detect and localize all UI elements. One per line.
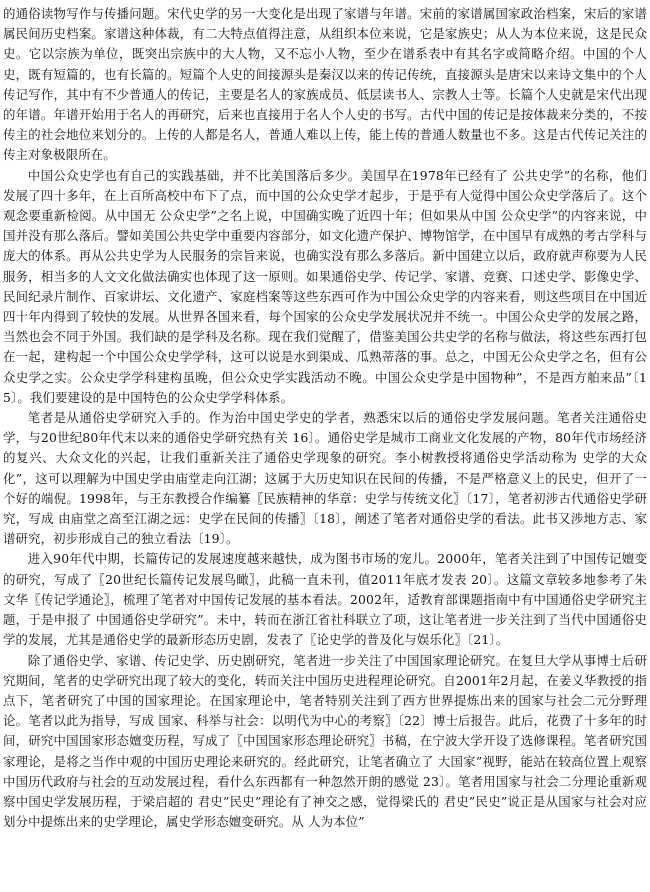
document-page [3,4,647,888]
paragraph-biography-research: 进入90年代中期，长篇传记的发展速度越来越快，成为图书市场的宠儿。2000年，笔者关注到了中国传记嬗变的研究，写成了〖20世纪长篇传记发展鸟瞰〗，此稿一直未刊，值2011年底才发表 20〕。这篇文章较多地参考了朱文华〖传记学通论〗，梳理了笔者对中国传记发展的基本看法。2002年，适教育部课题指南中有中国通俗史学研究主题，于是申报了 中国通俗史学研究”。未中，转而在浙江省社科联立了项，这让笔者进一步关注到了当代中国通俗史学的发展，尤其是通俗史学的最新形态历史剧，发表了〖论史学的普及化与娱乐化〗〔21〕。 [3,551,647,648]
paragraph-state-theory-research: 除了通俗史学、家谱、传记史学、历史剧研究，笔者进一步关注了中国国家理论研究。在复旦大学从事博士后研究期间，笔者的史学研究出现了较大的变化，转而关注中国历史进程理论研究。自2001年2月起，在姜义华教授的指点下，笔者研究了中国的国家理论。在国家理论中，笔者特别关注到了西方世界提炼出来的国家与社会二元分野理论。笔者以此为指导，写成 国家、科举与社会：以明代为中心的考察〗〔22〕博士后报告。此后，花费了十多年的时间，研究中国国家形态嬗变历程，写成了〖中国国家形态理论研究〗书稿，在宁波大学开设了选修课程。笔者研究国家理论，是将之当作中观的中国历史理论来研究的。经此研究，让笔者确立了 大国家”视野，能站在较高位置上观察中国历代政府与社会的互动发展过程，看什么东西都有一种忽然开朗的感觉 23〕。笔者用国家与社会二分理论重新观察中国史学发展历程，于梁启超的 君史”民史”理论有了神交之感，觉得梁氏的 君史”民史”说正是从国家与社会对应划分中提炼出来的史学理论，属史学形态嬗变研究。从 人为本位” [3,652,647,830]
paragraph-continued: 的通俗读物写作与传播问题。宋代史学的另一大变化是出现了家谱与年谱。宋前的家谱属国家政治档案，宋后的家谱属民间历史档案。家谱这种体裁，有二大特点值得注意，从组织本位来说，它是家族史；从人为本位来说，这是民众史。它以宗族为单位，既突出宗族中的大人物，又不忘小人物，至少在谱系表中有其名字或简略介绍。中国的个人史，既有短篇的，也有长篇的。短篇个人史的间接源头是秦汉以来的传记传统，直接源头是唐宋以来诗文集中的个人传记写作，其中有不少普通人的传记，主要是名人的家族成员、低层读书人、宗教人士等。长篇个人史就是宋代出现的年谱。年谱开始用于名人的再研究，后来也直接用于名人个人史的书写。古代中国的传记是按体裁来分类的，不按传主的社会地位来划分的。上传的人都是名人，普通人难以上传，能上传的普通人数量也不多。这是古代传记关注的传主对象极限所在。 [3,6,647,163]
paragraph-public-history-practice: 中国公众史学也有自己的实践基础，并不比美国落后多少。美国早在1978年已经有了 公共史学”的名称，他们发展了四十多年，在上百所高校中布下了点，而中国的公众史学才起步，于是乎有人觉得中国公众史学落后了。这个观念要重新检阅。从中国无 公众史学”之名上说，中国确实晚了近四十年；但如果从中国 公众史学”的内容来说，中国并没有那么落后。譬如美国公共史学中重要内容部分，如文化遗产保护、博物馆学，在中国早有成熟的考古学科与庞大的体系。再从公共史学为人民服务的宗旨来说，也确实没有那么多落后。新中国建立以后，政府就声称要为人民服务，相当多的人文文化做法确实也体现了这一原则。如果通俗史学、传记学、家谱、竞赛、口述史学、影像史学、民间纪录片制作、百家讲坛、文化遗产、家庭档案等这些东西可作为中国公众史学的内容来看，则这些项目在中国近四十年内得到了较快的发展。从世界各国来看，每个国家的公众史学发展状况并不统一。中国公众史学的发展之路，当然也会不同于外国。我们缺的是学科及名称。现在我们觉醒了，借鉴美国公共史学的名称与做法，将这些东西打包在一起，建构起一个中国公众史学学科，这可以说是水到渠成、瓜熟蒂落的事。总之，中国无公众史学之名，但有公众史学之实。公众史学学科建构虽晚，但公众史学实践活动不晚。中国公众史学是中国物种”，不是西方舶来品”〔15〕。我们要建设的是中国特色的公众史学学科体系。 [3,167,647,405]
paragraph-popular-history-research: 笔者是从通俗史学研究入手的。作为治中国史学史的学者，熟悉宋以后的通俗史学发展问题。笔者关注通俗史学，与20世纪80年代末以来的通俗史学研究热有关 16〕。通俗史学是城市工商业文化发展的产物，80年代市场经济的复兴、大众文化的兴起，让我们重新关注了通俗史学现象的研究。李小树教授将通俗史学活动称为 史学的大众化”，这可以理解为中国史学由庙堂走向江湖；这属于大历史知识在民间的传播，不是严格意义上的民史，但开了一个好的端倪。1998年，与王东教授合作编纂〖民族精神的华章：史学与传统文化〗〔17〕，笔者初涉古代通俗史学研究，写成 由庙堂之高至江湖之远：史学在民间的传播〗〔18〕，阐述了笔者对通俗史学的看法。此书又涉地方志、家谱研究，初步形成自己的独立看法〔19〕。 [3,410,647,547]
